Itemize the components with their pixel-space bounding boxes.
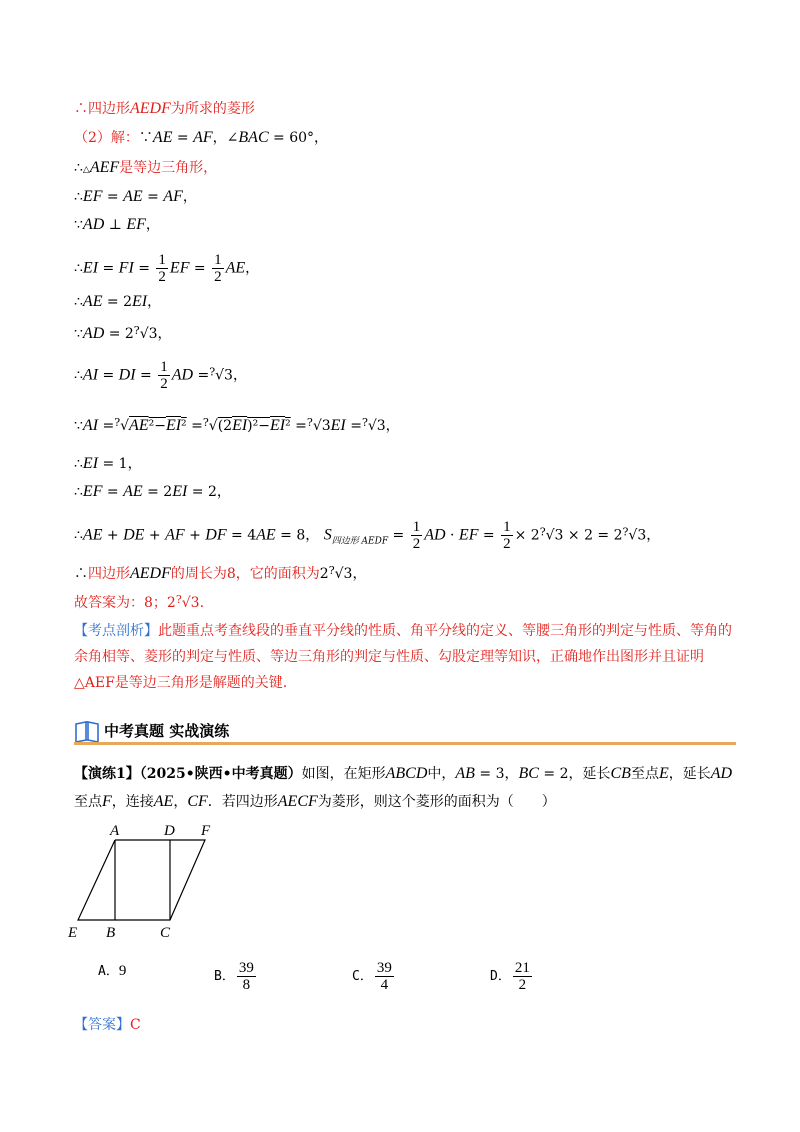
label-F: F <box>201 823 211 839</box>
solution-line-12: ∴EF = AE = 2EI = 2， <box>74 483 231 500</box>
solution-line-1: ∴四边形AEDF为所求的菱形 <box>74 100 255 117</box>
analysis-tag: 【考点剖析】 <box>74 623 158 639</box>
solution-line-15: 故答案为：8；2?√3. <box>74 593 205 611</box>
label-A: A <box>110 823 120 839</box>
solution-line-11: ∴EI = 1， <box>74 455 142 472</box>
solution-line-10: ∵AI =?√AE²−EI² =?√(2EI)²−EI² =?√3EI =?√3， <box>74 416 400 434</box>
label-E: E <box>68 925 78 941</box>
rhombus-outline <box>78 840 205 920</box>
answer <box>74 1014 141 1034</box>
solution-line-13: ∴AE + DE + AF + DF = 4AE = 8， $S_{四边形 AEDF}$ = $\frac{1}{2}$ AD · EF = $\frac{1}{2}$ × 2?√3 × 2 = 2?√3， <box>74 519 661 552</box>
section-divider <box>74 742 736 745</box>
option-A[interactable]: A．9 <box>98 963 127 979</box>
label-D: D <box>164 823 175 839</box>
answer-tag: 【答案】 <box>74 1017 130 1033</box>
solution-line-9: ∴AI = DI = $\frac{1}{2}$ AD =?√3， <box>74 359 247 392</box>
solution-line-6: ∴EI = FI = $\frac{1}{2}$ EF = $\frac{1}{2}$ AE， <box>74 252 260 285</box>
analysis-block <box>74 618 734 696</box>
analysis-text: 此题重点考查线段的垂直平分线的性质、角平分线的定义、等腰三角形的判定与性质、等角的余角相等、菱形的判定与性质、等边三角形的判定与性质、勾股定理等知识，正确地作出图形并且证明△AEF是等边三角形是解题的关键. <box>74 623 732 691</box>
solution-line-4: ∴EF = AE = AF， <box>74 188 197 205</box>
rhombus-figure <box>60 820 230 945</box>
solution-line-7: ∴AE = 2EI， <box>74 293 162 310</box>
section-title: 中考真题 实战演练 <box>104 722 230 740</box>
option-B[interactable]: B． $\frac{39}{8}$ <box>214 960 254 993</box>
question-text: 如图，在矩形ABCD中，AB = 3，BC = 2，延长CB至点E，延长AD至点F，连接AE，CF．若四边形AECF为菱形，则这个菱形的面积为（ ） <box>74 765 733 810</box>
question-source: （2025•陕西•中考真题） <box>139 766 302 782</box>
book-icon <box>74 718 100 744</box>
solution-line-5: ∵AD ⊥ EF， <box>74 216 160 233</box>
label-C: C <box>160 925 171 941</box>
solution-line-8: ∵AD = 2?√3， <box>74 324 172 342</box>
solution-line-14: ∴四边形AEDF的周长为8，它的面积为2?√3， <box>74 564 367 582</box>
option-D[interactable]: D． $\frac{21}{2}$ <box>490 960 530 993</box>
answer-value: C <box>130 1017 141 1033</box>
section-header <box>74 718 736 748</box>
solution-line-2: （2）解：∵AE = AF，∠BAC = 60°， <box>74 129 329 146</box>
label-B: B <box>106 925 116 941</box>
solution-line-3: ∴△AEF是等边三角形， <box>74 159 218 176</box>
question <box>74 760 744 816</box>
question-label: 【演练1】 <box>74 766 140 782</box>
option-C[interactable]: C． $\frac{39}{4}$ <box>352 960 392 993</box>
